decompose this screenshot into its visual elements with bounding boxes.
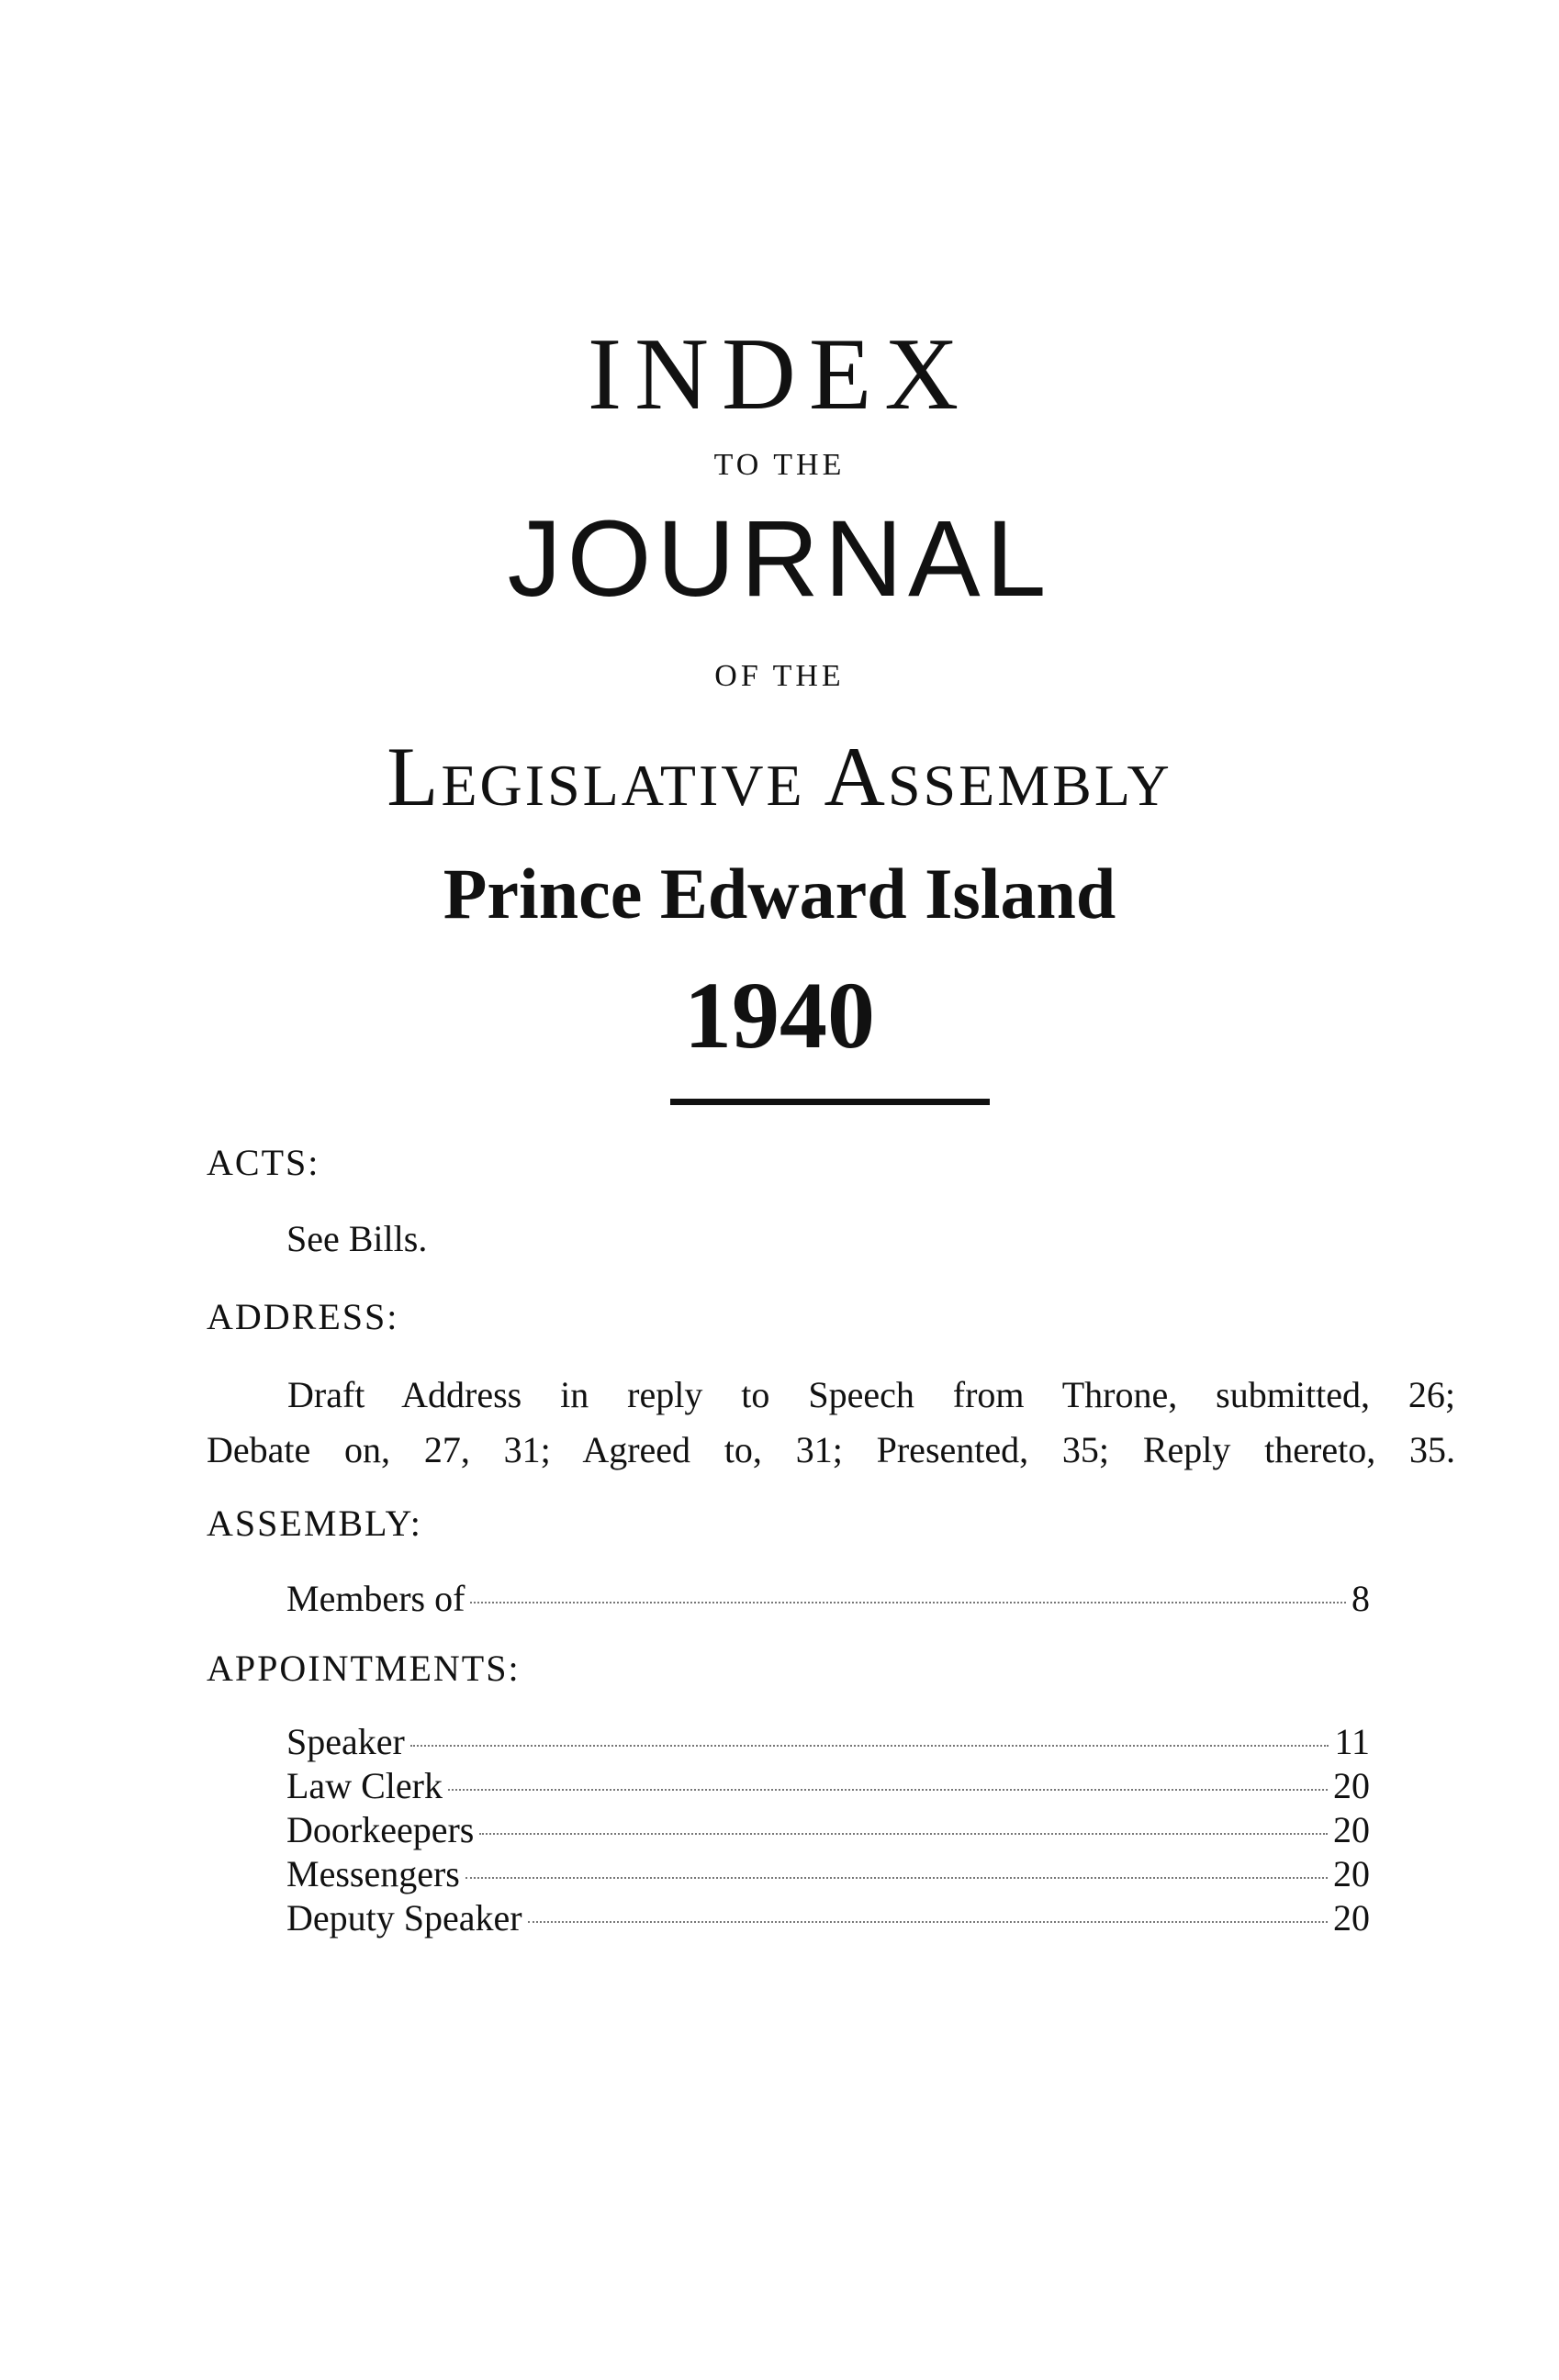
address-line-2: Debate on, 27, 31; Agreed to, 31; Presented, 35; Reply thereto, 35. — [207, 1429, 1455, 1470]
address-paragraph — [207, 1368, 1455, 1478]
entry-page-number: 20 — [1333, 1809, 1370, 1850]
dot-leader — [528, 1921, 1328, 1923]
index-entry — [286, 1578, 1370, 1619]
address-line-1: Draft Address in reply to Speech from Throne, submitted, 26; — [287, 1374, 1455, 1415]
index-entry — [286, 1721, 1370, 1762]
province-title: Prince Edward Island — [443, 854, 1116, 933]
index-entry — [286, 1897, 1370, 1939]
dot-leader — [465, 1877, 1328, 1879]
year-title: 1940 — [684, 963, 875, 1068]
dot-leader — [448, 1789, 1328, 1791]
of-the-caption: OF THE — [714, 659, 845, 693]
section-heading-appointments: APPOINTMENTS: — [207, 1648, 521, 1689]
title-divider-rule — [670, 1099, 990, 1105]
entry-label: Doorkeepers — [286, 1809, 475, 1850]
entry-label: Deputy Speaker — [286, 1897, 522, 1939]
entry-page-number: 20 — [1333, 1853, 1370, 1894]
section-heading-address: ADDRESS: — [207, 1296, 399, 1337]
entry-label: Law Clerk — [286, 1765, 443, 1806]
entry-page-number: 20 — [1333, 1897, 1370, 1939]
acts-see-bills-note: See Bills. — [286, 1218, 428, 1259]
entry-label: Members of — [286, 1578, 465, 1619]
entry-page-number: 20 — [1333, 1765, 1370, 1806]
dot-leader — [479, 1833, 1328, 1835]
to-the-caption: TO THE — [713, 448, 846, 482]
entry-page-number: 8 — [1352, 1578, 1370, 1619]
index-title: INDEX — [587, 318, 972, 431]
section-heading-acts: ACTS: — [207, 1142, 320, 1183]
dot-leader — [470, 1602, 1346, 1603]
entry-label: Speaker — [286, 1721, 405, 1762]
index-entry — [286, 1809, 1370, 1850]
legislative-assembly-title: Legislative Assembly — [387, 730, 1172, 823]
section-heading-assembly: ASSEMBLY: — [207, 1503, 422, 1544]
index-entry — [286, 1853, 1370, 1894]
index-entry — [286, 1765, 1370, 1806]
entry-label: Messengers — [286, 1853, 460, 1894]
dot-leader — [410, 1745, 1329, 1747]
journal-title: JOURNAL — [507, 498, 1052, 620]
entry-page-number: 11 — [1334, 1721, 1370, 1762]
